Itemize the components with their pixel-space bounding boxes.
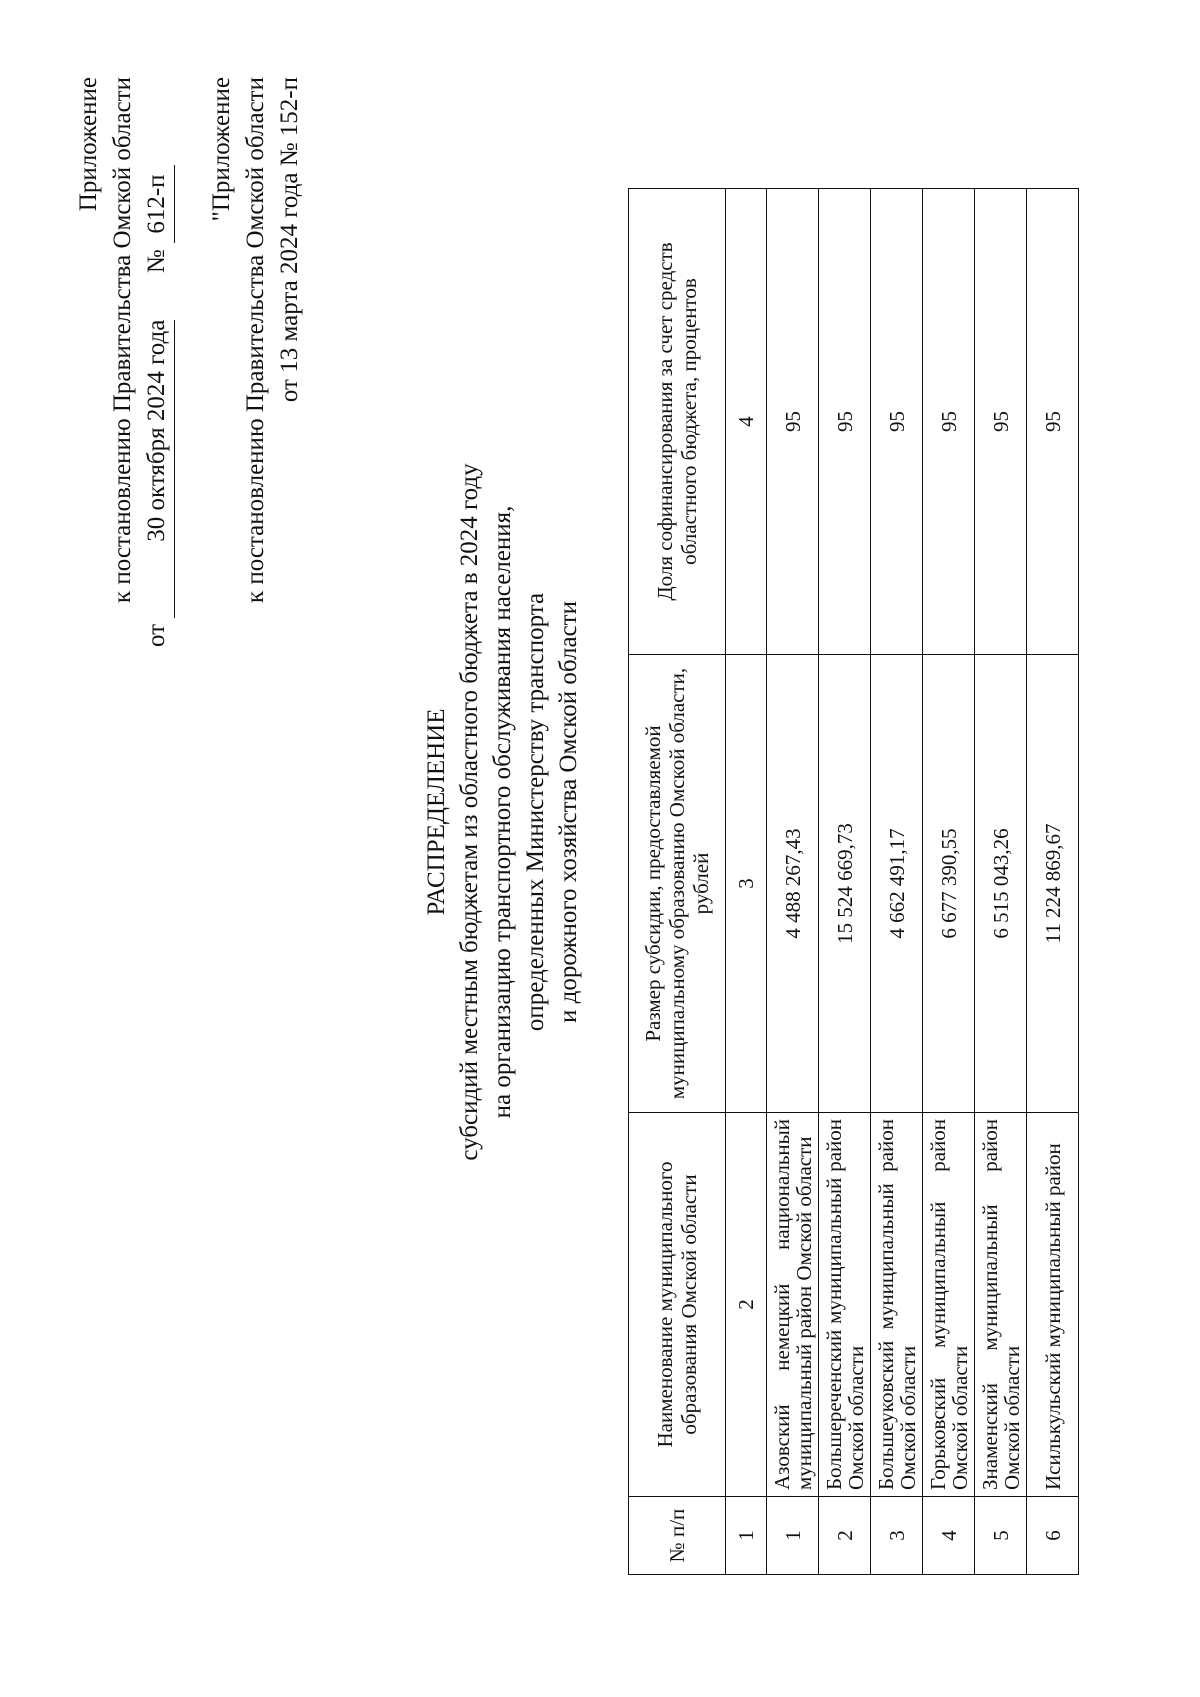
table-row — [819, 189, 871, 1575]
table-row — [767, 189, 819, 1575]
row-number: 5 — [975, 1497, 1027, 1575]
appendix-current — [72, 77, 175, 647]
row-name: Исилькульский муниципальный район — [1027, 1113, 1079, 1497]
row-name: Знаменский муниципальный район Омской области — [975, 1113, 1027, 1497]
header-amount: Размер субсидии, предоставляемой муниципальному образованию Омской области, рублей — [629, 655, 726, 1113]
appendix-current-date: 30 октября 2024 года — [143, 319, 170, 542]
row-name: Большереченский муниципальный район Омской области — [819, 1113, 871, 1497]
row-amount: 4 662 491,17 — [871, 655, 923, 1113]
appendix-current-number: 612-п — [143, 174, 170, 234]
distribution-table — [628, 188, 1079, 1575]
row-name: Большеуковский муниципальный район Омской области — [871, 1113, 923, 1497]
column-numbers-row — [726, 189, 767, 1575]
column-number: 3 — [726, 655, 767, 1113]
row-amount: 4 488 267,43 — [767, 655, 819, 1113]
row-number: 6 — [1027, 1497, 1079, 1575]
header-name: Наименование муниципального образования Омской области — [629, 1113, 726, 1497]
row-number: 2 — [819, 1497, 871, 1575]
row-share: 95 — [871, 189, 923, 655]
row-number: 3 — [871, 1497, 923, 1575]
appendix-current-line1: к постановлению Правительства Омской области — [109, 77, 136, 604]
table-row — [923, 189, 975, 1575]
appendix-previous — [205, 77, 307, 647]
table-row — [871, 189, 923, 1575]
column-number: 4 — [726, 189, 767, 655]
appendix-current-title: Приложение — [75, 77, 102, 212]
heading-line: субсидий местным бюджетам из областного бюджета в 2024 году — [456, 463, 483, 1161]
appendix-previous-line2: от 13 марта 2024 года № 152-п — [276, 77, 303, 403]
row-number: 1 — [767, 1497, 819, 1575]
document-heading — [420, 197, 585, 1427]
header-share: Доля софинансирования за счет средств областного бюджета, процентов — [629, 189, 726, 655]
row-share: 95 — [1027, 189, 1079, 655]
row-number: 4 — [923, 1497, 975, 1575]
row-share: 95 — [819, 189, 871, 655]
heading-line: на организацию транспортного обслуживания населения, — [489, 505, 516, 1119]
row-name: Горьковский муниципальный район Омской области — [923, 1113, 975, 1497]
row-amount: 15 524 669,73 — [819, 655, 871, 1113]
table-row — [975, 189, 1027, 1575]
from-label: от — [143, 623, 170, 647]
row-name: Азовский немецкий национальный муниципальный район Омской области — [767, 1113, 819, 1497]
column-number: 2 — [726, 1113, 767, 1497]
appendix-current-date-line — [140, 77, 175, 647]
row-share: 95 — [975, 189, 1027, 655]
column-number: 1 — [726, 1497, 767, 1575]
row-share: 95 — [923, 189, 975, 655]
row-amount: 11 224 869,67 — [1027, 655, 1079, 1113]
row-share: 95 — [767, 189, 819, 655]
appendix-previous-line1: к постановлению Правительства Омской области — [242, 77, 269, 604]
table-row — [1027, 189, 1079, 1575]
header-number: № п/п — [629, 1497, 726, 1575]
heading-line: определенных Министерству транспорта — [522, 592, 549, 1032]
number-label: № — [143, 249, 170, 274]
table-header-row — [629, 189, 726, 1575]
row-amount: 6 515 043,26 — [975, 655, 1027, 1113]
heading-title: РАСПРЕДЕЛЕНИЕ — [423, 708, 450, 916]
appendix-previous-title: "Приложение — [208, 77, 235, 222]
row-amount: 6 677 390,55 — [923, 655, 975, 1113]
heading-line: и дорожного хозяйства Омской области — [555, 601, 582, 1023]
